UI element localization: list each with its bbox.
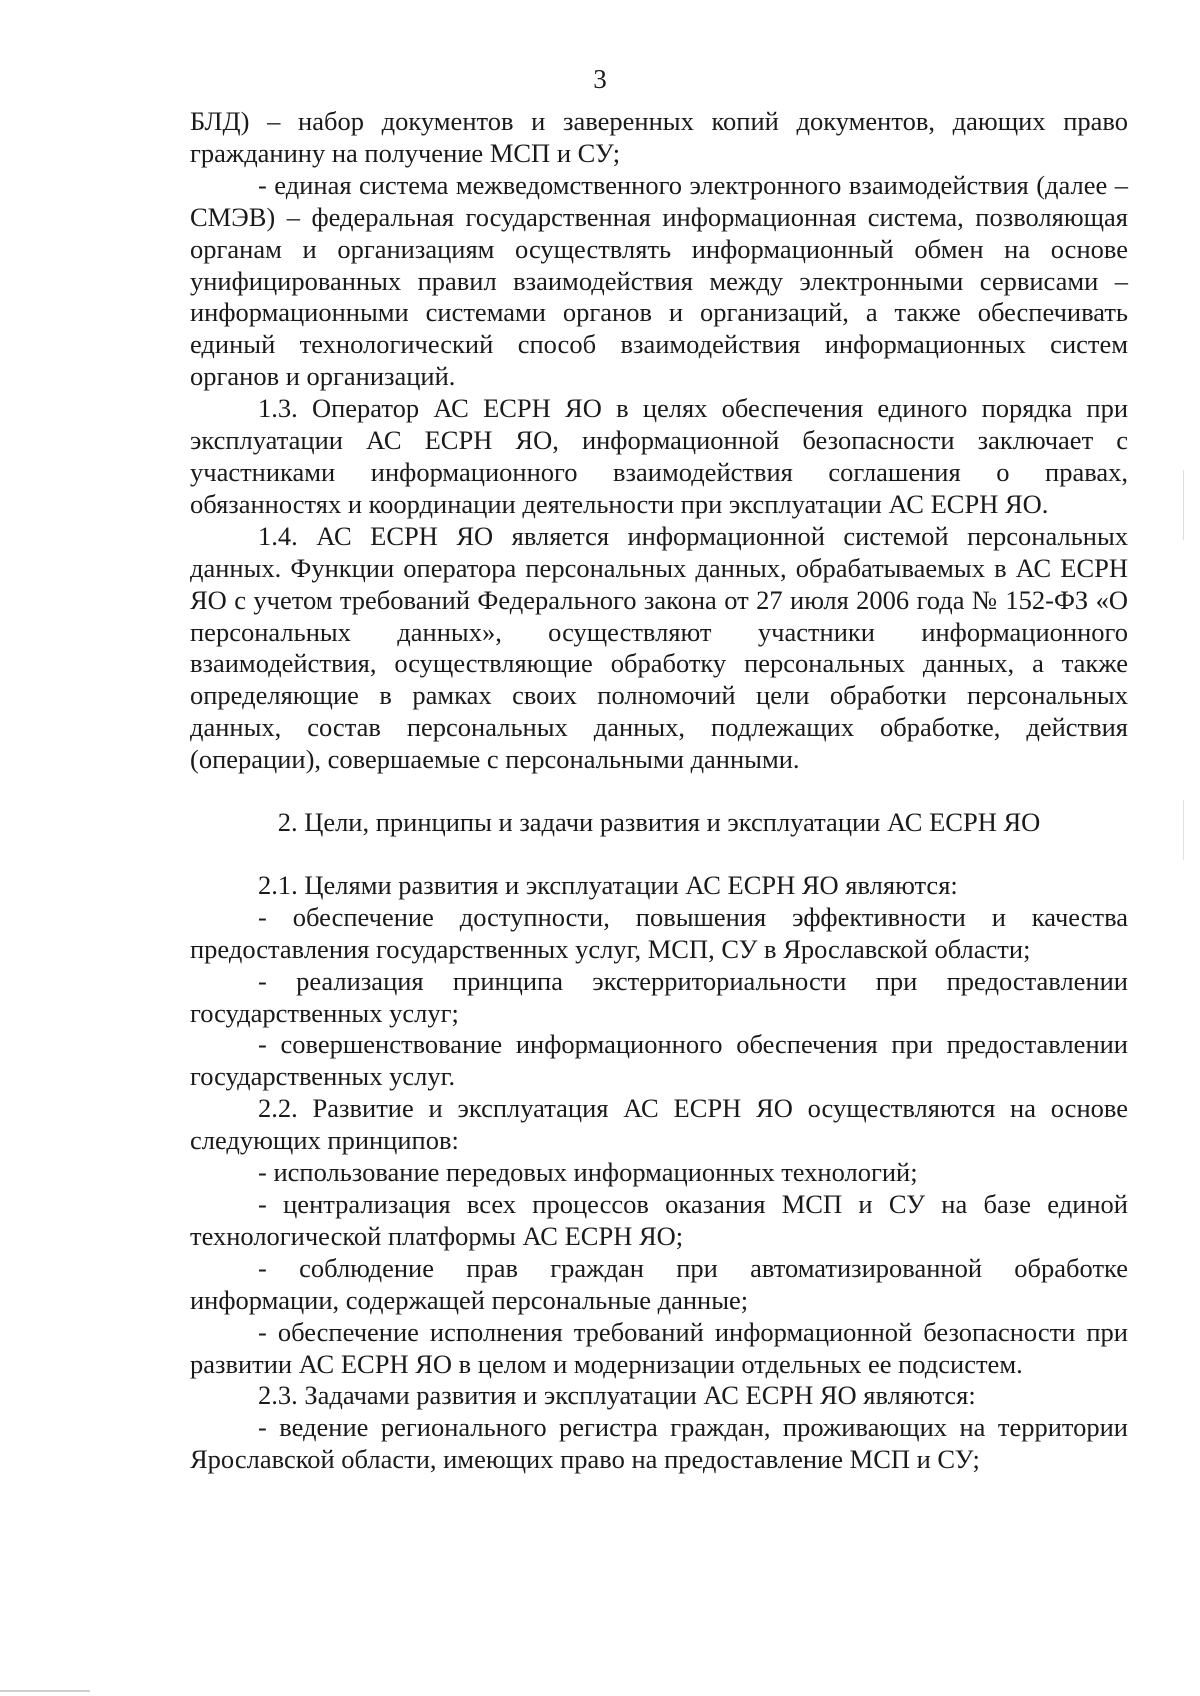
list-item: - совершенствование информационного обеспечения при предоставлении государственных услуг. (190, 1029, 1128, 1092)
list-item: - централизация всех процессов оказания МСП и СУ на базе единой технологической платформы АС ЕСРН ЯО; (190, 1189, 1128, 1251)
paragraph: БЛД) – набор документов и заверенных копий документов, дающих право гражданину на получение МСП и СУ; (190, 106, 1128, 168)
list-item: - ведение регионального регистра граждан, проживающих на территории Ярославской области, имеющих право на предоставление МСП и СУ; (190, 1412, 1128, 1475)
paragraph: 2.1. Целями развития и эксплуатации АС ЕСРН ЯО являются: (258, 869, 958, 900)
list-item: - обеспечение доступности, повышения эффективности и качества предоставления государственных услуг, МСП, СУ в Ярославской области; (190, 901, 1128, 964)
list-item: - использование передовых информационных технологий; (258, 1157, 918, 1188)
list-item: - обеспечение исполнения требований информационной безопасности при развитии АС ЕСРН ЯО в целом и модернизации отдельных ее подсистем. (190, 1316, 1128, 1379)
document-body (190, 106, 1128, 1476)
scan-artifact (1183, 800, 1184, 860)
list-item: - соблюдение прав граждан при автоматизированной обработке информации, содержащей персональные данные; (190, 1252, 1128, 1315)
section-heading: 2. Цели, принципы и задачи развития и эксплуатации АС ЕСРН ЯО (277, 807, 1041, 838)
paragraph: 2.3. Задачами развития и эксплуатации АС ЕСРН ЯО являются: (258, 1380, 976, 1411)
list-item: - реализация принципа экстерриториальности при предоставлении государственных услуг; (190, 965, 1128, 1028)
paragraph: - единая система межведомственного электронного взаимодействия (далее – СМЭВ) – федеральная государственная информационная система, позволяющая органам и организациям осуществлять информационный обмен на основе унифицированных правил взаимодействия между электронными сервисами – информационными системами органов и организаций, а также обеспечивать единый технологический способ взаимодействия информационных систем органов и организаций. (190, 169, 1128, 392)
page-number: 3 (593, 64, 607, 94)
scan-artifact (1183, 470, 1184, 540)
scan-artifact (0, 1690, 90, 1692)
paragraph: 2.2. Развитие и эксплуатация АС ЕСРН ЯО осуществляются на основе следующих принципов: (190, 1093, 1128, 1156)
paragraph: 1.3. Оператор АС ЕСРН ЯО в целях обеспечения единого порядка при эксплуатации АС ЕСРН ЯО, информационной безопасности заключает с участниками информационного взаимодействия соглашения о правах, обязанностях и координации деятельности при эксплуатации АС ЕСРН ЯО. (190, 393, 1128, 519)
paragraph: 1.4. АС ЕСРН ЯО является информационной системой персональных данных. Функции оператора персональных данных, обрабатываемых в АС ЕСРН ЯО с учетом требований Федерального закона от 27 июля 2006 года № 152-ФЗ «О персональных данных», осуществляют участники информационного взаимодействия, осуществляющие обработку персональных данных, а также определяющие в рамках своих полномочий цели обработки персональных данных, состав персональных данных, подлежащих обработке, действия (операции), совершаемые с персональными данными. (190, 520, 1128, 775)
